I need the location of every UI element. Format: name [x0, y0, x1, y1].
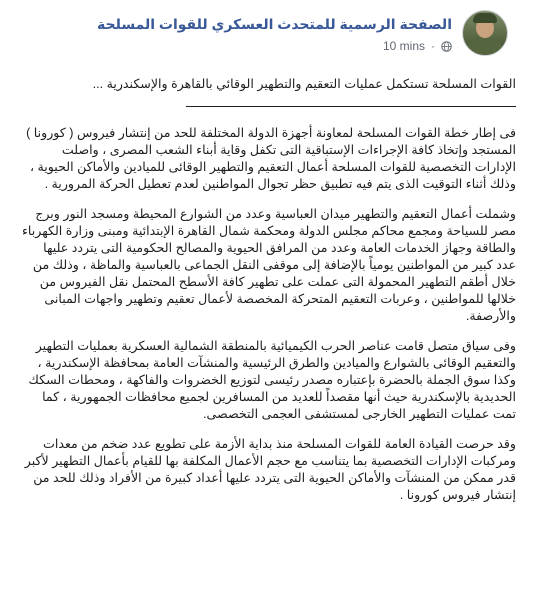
post-body: [22, 76, 516, 517]
post-paragraph-4: وقد حرصت القيادة العامة للقوات المسلحة منذ بداية الأزمة على تطويع عدد ضخم من معدات ومركبات الإدارات التخصصية بما يتناسب مع حجم الأعمال المكلفة بها للقيام بأعمال التطهير لأكبر قدر ممكن من المنشآت والأماكن الحيوية التى يتردد عليها أعداد كبيرة من الأفراد وذلك للحد من إنتشار فيروس كورونا .: [24, 437, 516, 502]
post-meta: [97, 10, 452, 53]
avatar-figure-cap: [473, 13, 497, 23]
globe-icon[interactable]: [441, 41, 452, 52]
post-headline: القوات المسلحة تستكمل عمليات التعقيم والتطهير الوقائي بالقاهرة والإسكندرية ...: [92, 77, 516, 91]
headline-underline: [186, 106, 516, 107]
avatar-figure-body: [467, 37, 503, 56]
post-paragraph-3: وفى سياق متصل قامت عناصر الحرب الكيميائية بالمنطقة الشمالية العسكرية بعمليات التطهير والتعقيم الوقائى بالشوارع والميادين والطرق الرئيسية والمنشآت العامة بمحافظة الإسكندرية ، وكذا سوق الجملة بالحضرة بإعتباره مصدر رئيسى لتوزيع الخضروات والفاكهة ، ومحطات السكك الحديدية بالإسكندرية حيث أنها مقصداً للعديد من المسافرين لجميع محافظات الجمهورية ، كما تمت عمليات التطهير الخارجى لمستشفى العجمى التخصصى.: [28, 339, 516, 421]
separator-dot: ·: [431, 39, 435, 53]
post-paragraph-2: وشملت أعمال التعقيم والتطهير ميدان العباسية وعدد من الشوارع المحيطة ومسجد النور وبرج مصر للسياحة ومجمع محاكم مجلس الدولة ومحكمة شمال القاهرة الإبتدائية ومبنى وزارة الكهرباء والطاقة وجهاز الخدمات العامة وعدد من المرافق الحيوية والمصالح الحكومية التى يتردد عليها عدد كبير من المواطنين يومياً بالإضافة إلى موقفى النقل الجماعى بالعباسية والماظة ، وذلك من خلال أطقم التطهير المحمولة التى عملت على تطهير كافة الأسطح المحتمل نقل الفيروس من خلالها للمواطنين ، وعربات التعقيم المتحركة المخصصة لأعمال تعقيم وتطهير واجهات المبانى والأرصفة.: [22, 207, 516, 323]
post-timestamp[interactable]: 10 mins: [382, 39, 425, 53]
post-paragraph-1: فى إطار خطة القوات المسلحة لمعاونة أجهزة الدولة المختلفة للحد من إنتشار فيروس ( كورونا ) المستجد وإتخاذ كافة الإجراءات الإستباقية التى تكفل وقاية أبناء الشعب المصرى ، واصلت الإدارات التخصصية للقوات المسلحة أعمال التعقيم والتطهير الوقائى للميادين والأماكن الحيوية ، وذلك أثناء التوقيت الذى يتم فيه تطبيق حظر تجوال المواطنين لعدم تعطيل الحركة المرورية .: [26, 126, 516, 191]
post-subline: [97, 39, 452, 53]
post-header: [12, 10, 522, 66]
page-avatar[interactable]: [462, 10, 508, 56]
page-name-link[interactable]: الصفحة الرسمية للمتحدث العسكري للقوات المسلحة: [97, 16, 452, 32]
